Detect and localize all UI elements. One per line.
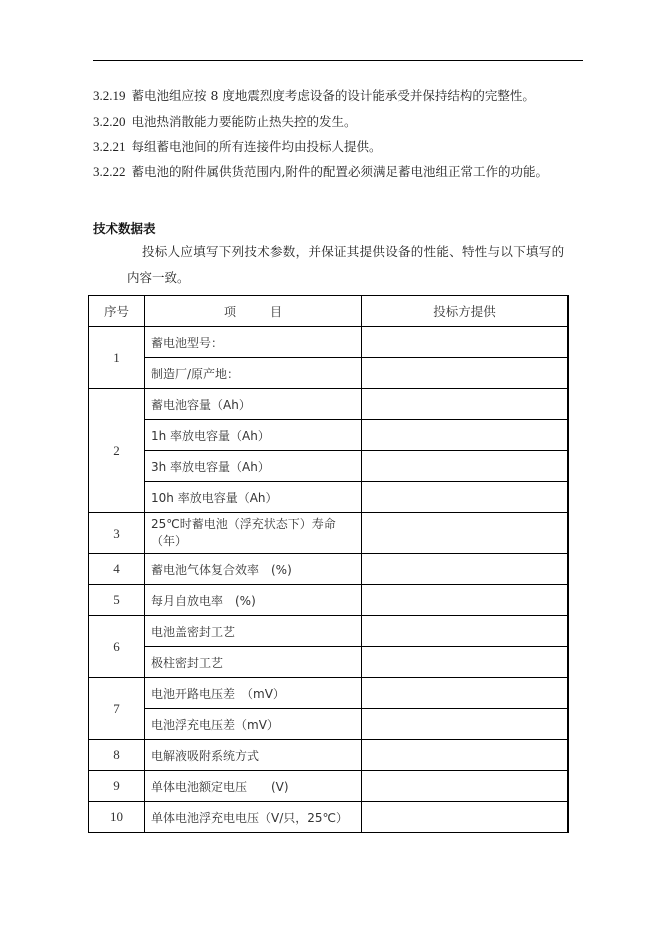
header-item-b: 目 <box>270 304 283 319</box>
bid-cell[interactable] <box>362 678 569 709</box>
row-item: 蓄电池容量（Ah） <box>145 389 362 420</box>
row-no: 8 <box>89 740 145 771</box>
bid-cell[interactable] <box>362 554 569 585</box>
table-row <box>89 327 569 358</box>
row-no: 3 <box>89 513 145 554</box>
table-row <box>89 802 569 833</box>
clause-text: 蓄电池的附件属供货范围内,附件的配置必须满足蓄电池组正常工作的功能。 <box>131 164 548 179</box>
row-no: 7 <box>89 678 145 740</box>
bid-cell[interactable] <box>362 740 569 771</box>
bid-cell[interactable] <box>362 647 569 678</box>
table-row <box>89 616 569 647</box>
row-item: 单体电池额定电压 (V) <box>145 771 362 802</box>
row-item: 蓄电池气体复合效率 (%) <box>145 554 362 585</box>
row-no: 4 <box>89 554 145 585</box>
technical-data-table <box>88 295 569 833</box>
row-no: 5 <box>89 585 145 616</box>
header-bid: 投标方提供 <box>362 296 569 327</box>
header-rule <box>93 60 583 61</box>
section-intro-line2: 内容一致。 <box>127 270 190 285</box>
section-intro-line1: 投标人应填写下列技术参数，并保证其提供设备的性能、特性与以下填写的 <box>142 244 565 259</box>
clause-text: 电池热消散能力要能防止热失控的发生。 <box>131 114 357 129</box>
clause-number: 3.2.21 <box>93 139 126 154</box>
row-no: 10 <box>89 802 145 833</box>
header-item <box>145 296 362 327</box>
clause-3-2-19 <box>93 88 535 104</box>
table-row <box>89 451 569 482</box>
table-row <box>89 358 569 389</box>
table-row <box>89 482 569 513</box>
table-row <box>89 771 569 802</box>
clause-3-2-20 <box>93 114 357 130</box>
bid-cell[interactable] <box>362 327 569 358</box>
table-row <box>89 420 569 451</box>
table-row <box>89 389 569 420</box>
table-row <box>89 740 569 771</box>
clause-3-2-22 <box>93 164 548 180</box>
table-row <box>89 513 569 554</box>
row-item: 电解液吸附系统方式 <box>145 740 362 771</box>
bid-cell[interactable] <box>362 513 569 554</box>
table-row <box>89 585 569 616</box>
row-item: 10h 率放电容量（Ah） <box>145 482 362 513</box>
row-item: 电池开路电压差 （mV） <box>145 678 362 709</box>
row-item: 制造厂/原产地： <box>145 358 362 389</box>
row-no: 2 <box>89 389 145 513</box>
clause-number: 3.2.19 <box>93 88 126 103</box>
section-title: 技术数据表 <box>93 221 156 236</box>
bid-cell[interactable] <box>362 482 569 513</box>
table-row <box>89 647 569 678</box>
bid-cell[interactable] <box>362 358 569 389</box>
bid-cell[interactable] <box>362 451 569 482</box>
header-no: 序号 <box>89 296 145 327</box>
row-item: 蓄电池型号： <box>145 327 362 358</box>
row-item: 单体电池浮充电电压（V/只，25℃） <box>145 802 362 833</box>
clause-number: 3.2.20 <box>93 114 126 129</box>
bid-cell[interactable] <box>362 802 569 833</box>
clause-number: 3.2.22 <box>93 164 126 179</box>
clause-3-2-21 <box>93 139 382 155</box>
bid-cell[interactable] <box>362 585 569 616</box>
row-no: 1 <box>89 327 145 389</box>
table-row <box>89 678 569 709</box>
bid-cell[interactable] <box>362 771 569 802</box>
table-row <box>89 554 569 585</box>
clause-text: 每组蓄电池间的所有连接件均由投标人提供。 <box>131 139 382 154</box>
row-item: 电池浮充电压差（mV） <box>145 709 362 740</box>
bid-cell[interactable] <box>362 420 569 451</box>
row-item: 25℃时蓄电池（浮充状态下）寿命（年） <box>145 513 362 554</box>
bid-cell[interactable] <box>362 616 569 647</box>
header-item-a: 项 <box>223 304 236 319</box>
table-row <box>89 709 569 740</box>
bid-cell[interactable] <box>362 389 569 420</box>
row-no: 9 <box>89 771 145 802</box>
row-item: 3h 率放电容量（Ah） <box>145 451 362 482</box>
row-item: 极柱密封工艺 <box>145 647 362 678</box>
bid-cell[interactable] <box>362 709 569 740</box>
table-header-row <box>89 296 569 327</box>
row-item: 每月自放电率 (%) <box>145 585 362 616</box>
clause-text: 蓄电池组应按 8 度地震烈度考虑设备的设计能承受并保持结构的完整性。 <box>131 88 535 103</box>
row-item: 1h 率放电容量（Ah） <box>145 420 362 451</box>
row-item: 电池盖密封工艺 <box>145 616 362 647</box>
row-no: 6 <box>89 616 145 678</box>
